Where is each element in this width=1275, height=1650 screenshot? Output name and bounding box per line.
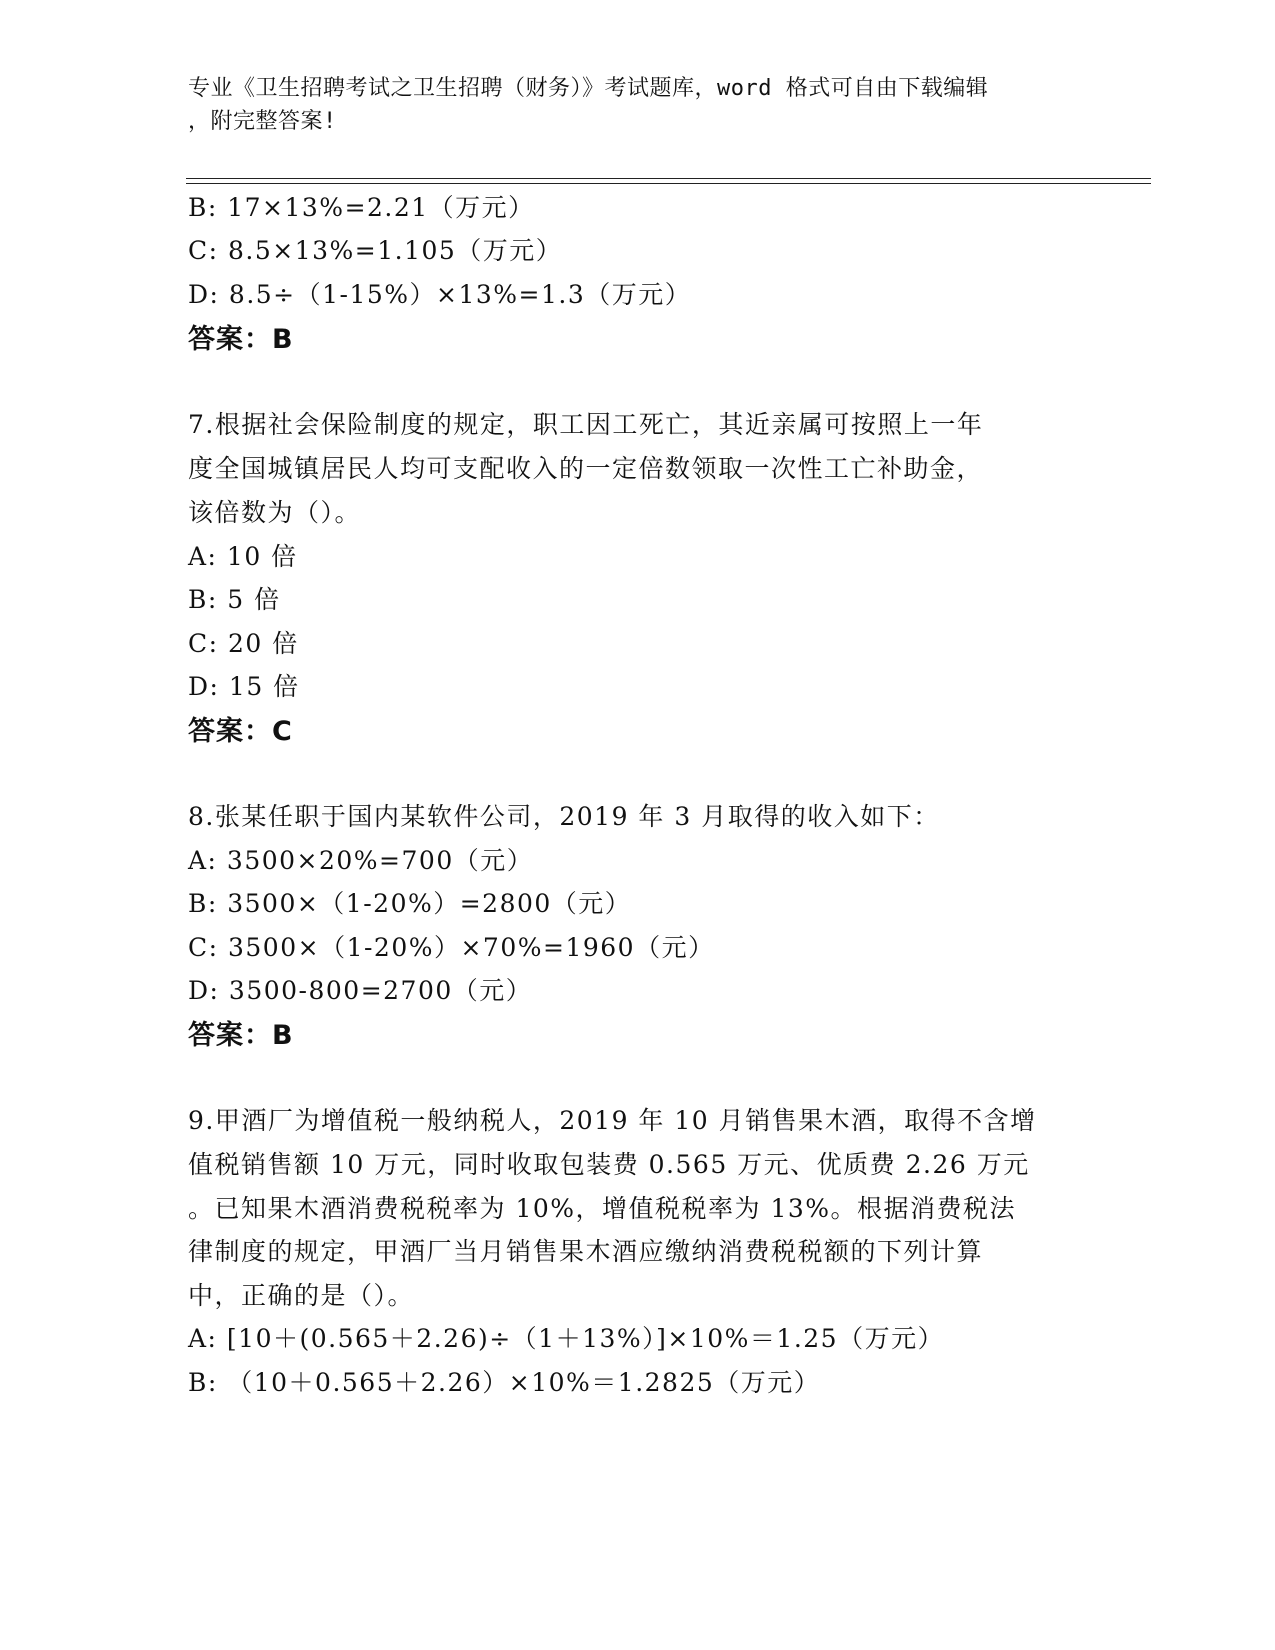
q8-option-a: A: 3500×20%=700（元） xyxy=(188,846,534,875)
q7-stem-line-2: 度全国城镇居民人均可支配收入的一定倍数领取一次性工亡补助金， xyxy=(188,454,984,483)
q9-stem-line-4: 律制度的规定，甲酒厂当月销售果木酒应缴纳消费税税额的下列计算 xyxy=(188,1237,984,1266)
q9-stem-line-3: 。已知果木酒消费税税率为 10%，增值税税率为 13%。根据消费税法 xyxy=(188,1194,1017,1223)
q7-option-c: C: 20 倍 xyxy=(188,629,299,658)
q9-option-b: B: （10＋0.565＋2.26）×10%＝1.2825（万元） xyxy=(188,1368,821,1397)
q8-option-d: D: 3500-800=2700（元） xyxy=(188,976,533,1005)
q6-option-c: C: 8.5×13%=1.105（万元） xyxy=(188,236,563,265)
q9-stem-line-1: 9.甲酒厂为增值税一般纳税人，2019 年 10 月销售果木酒，取得不含增 xyxy=(188,1106,1037,1135)
q7-option-b: B: 5 倍 xyxy=(188,585,281,614)
q8-answer: 答案：B xyxy=(188,1020,294,1051)
q7-option-d: D: 15 倍 xyxy=(188,672,300,701)
q8-stem-line-1: 8.张某任职于国内某软件公司，2019 年 3 月取得的收入如下： xyxy=(188,802,940,831)
q8-option-c: C: 3500×（1-20%）×70%=1960（元） xyxy=(188,933,715,962)
q7-answer: 答案：C xyxy=(188,716,293,747)
q6-answer: 答案：B xyxy=(188,324,294,355)
header-line-1: 专业《卫生招聘考试之卫生招聘（财务）》考试题库，word 格式可自由下载编辑 xyxy=(188,76,989,101)
q8-option-b: B: 3500×（1-20%）=2800（元） xyxy=(188,889,632,918)
q7-stem-line-1: 7.根据社会保险制度的规定，职工因工死亡，其近亲属可按照上一年 xyxy=(188,410,984,439)
q9-stem-line-2: 值税销售额 10 万元，同时收取包装费 0.565 万元、优质费 2.26 万元 xyxy=(188,1150,1030,1179)
q6-option-b: B: 17×13%=2.21（万元） xyxy=(188,193,535,222)
q7-stem-line-3: 该倍数为（）。 xyxy=(188,498,362,527)
document-header xyxy=(188,72,1068,138)
header-divider-top xyxy=(186,178,1151,179)
q6-option-d: D: 8.5÷（1-15%）×13%=1.3（万元） xyxy=(188,280,692,309)
header-divider-bottom xyxy=(186,183,1151,184)
q9-option-a: A: [10＋(0.565＋2.26)÷（1＋13%）]×10%＝1.25（万元） xyxy=(188,1324,945,1353)
header-line-2: ，附完整答案! xyxy=(188,109,337,134)
q7-option-a: A: 10 倍 xyxy=(188,542,298,571)
q9-stem-line-5: 中，正确的是（）。 xyxy=(188,1281,415,1310)
